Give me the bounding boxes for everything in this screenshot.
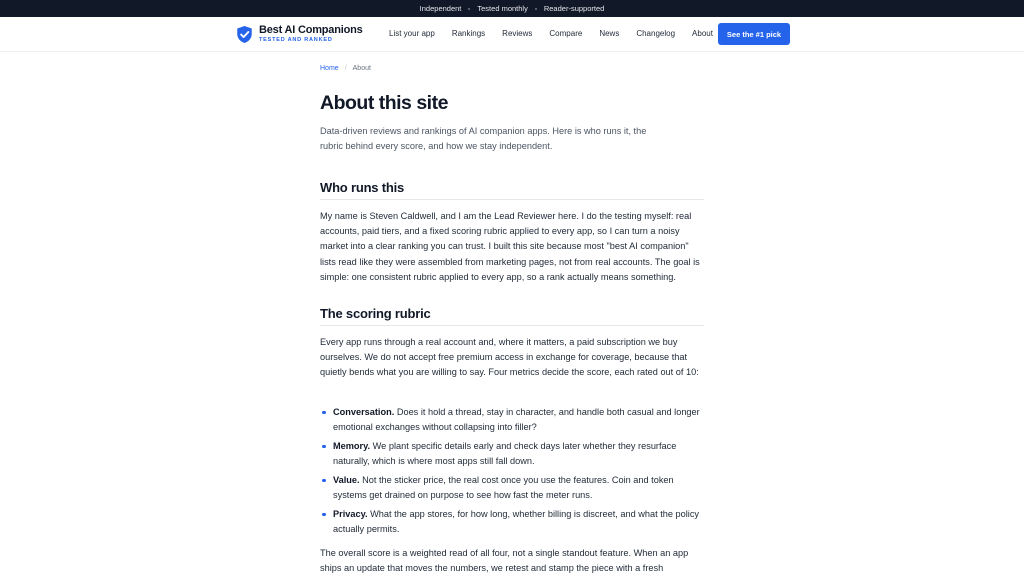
- rubric-outro-paragraph: The overall score is a weighted read of all four, not a single standout feature. When an app ships an update that moves the numbers, we retest and stamp the piece with a fresh: [320, 548, 689, 574]
- metric-privacy: Privacy. What the app stores, for how long, whether billing is discreet, and what the policy actually permits.: [320, 507, 704, 537]
- main-nav: [389, 29, 713, 38]
- topbar-item-reader-supported: Reader-supported: [543, 4, 605, 13]
- separator-dot: [535, 8, 537, 10]
- who-runs-this-paragraph: My name is Steven Caldwell, and I am the Lead Reviewer here. I do the testing myself: real accounts, paid tiers, and a fixed scoring rubric applied to every app, so I can turn a noisy market into a clear ranking you can trust. I built this site because most "best AI companion" lists read like they were assembled from marketing pages, not from real accounts. The goal is simple: one consistent rubric applied to every app, so a rank actually means something.: [320, 211, 700, 282]
- metric-conversation: Conversation. Does it hold a thread, stay in character, and handle both casual and longer emotional exchanges without collapsing into filler?: [320, 405, 704, 435]
- nav-news[interactable]: News: [599, 29, 620, 38]
- section-heading-who-runs-this: Who runs this: [320, 180, 704, 200]
- nav-changelog[interactable]: Changelog: [636, 29, 676, 38]
- topbar-item-independent: Independent: [419, 4, 462, 13]
- metric-memory: Memory. We plant specific details early and check days later whether they resurface naturally, which is where most apps still fall down.: [320, 439, 704, 469]
- nav-rankings[interactable]: Rankings: [451, 29, 486, 38]
- nav-about[interactable]: About: [692, 29, 713, 38]
- breadcrumb-current: About: [352, 65, 371, 72]
- breadcrumb-home-link[interactable]: Home: [320, 65, 339, 72]
- brand-name: Best AI Companions: [259, 24, 363, 37]
- top-announcement-bar: [0, 0, 1024, 17]
- topbar-item-tested-monthly: Tested monthly: [477, 4, 528, 13]
- breadcrumb-separator: /: [344, 65, 347, 72]
- page-lede: Data-driven reviews and rankings of AI companion apps. Here is who runs it, the rubric behind every score, and how we stay independent.: [320, 126, 647, 151]
- section-heading-scoring-rubric: The scoring rubric: [320, 306, 704, 326]
- see-top-pick-button[interactable]: See the #1 pick: [718, 23, 790, 45]
- site-logo[interactable]: [236, 25, 363, 44]
- metric-value: Value. Not the sticker price, the real cost once you use the features. Coin and token systems get drained on purpose to see how fast the meter runs.: [320, 473, 704, 503]
- breadcrumb: [320, 65, 371, 72]
- brand-tagline: TESTED AND RANKED: [259, 37, 333, 44]
- site-header: [0, 17, 1024, 52]
- nav-reviews[interactable]: Reviews: [502, 29, 533, 38]
- rubric-intro-paragraph: Every app runs through a real account and, where it matters, a paid subscription we buy ourselves. We do not accept free premium access in exchange for coverage, because that quietly bends what you are willing to say. Four metrics decide the score, each rated out of 10:: [320, 337, 699, 378]
- separator-dot: [468, 8, 470, 10]
- shield-check-icon: [236, 25, 253, 44]
- nav-list-your-app[interactable]: List your app: [389, 29, 435, 38]
- page-title: About this site: [320, 92, 448, 114]
- nav-compare[interactable]: Compare: [549, 29, 583, 38]
- rubric-metrics-list: [320, 405, 704, 541]
